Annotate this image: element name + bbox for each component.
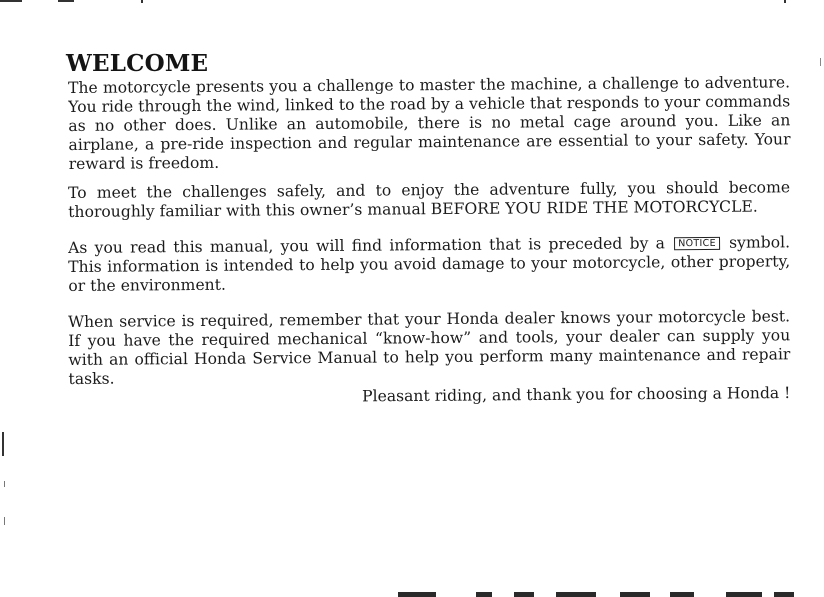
paragraph-familiarize: To meet the challenges safely, and to enjoy the adventure fully, you should become thoroughly familiar with this owner’s manual BEFORE YOU RIDE THE MOTORCYCLE. — [68, 178, 791, 221]
scan-artifact — [0, 0, 22, 2]
paragraph-text: symbol. This information is intended to help you avoid damage to your motorcycle, other property, or the environment. — [68, 233, 791, 295]
notice-symbol: NOTICE — [674, 237, 720, 250]
closing-line: Pleasant riding, and thank you for choosing a Honda ! — [361, 384, 791, 406]
scan-artifact — [514, 592, 534, 597]
paragraph-intro: The motorcycle presents you a challenge to master the machine, a challenge to adventure. You ride through the wind, linked to the road by a vehicle that responds to your commands as no other does. Unlike an automobile, there is no metal cage around you. Like an airplane, a pre-ride inspection and regular maintenance are essential to your safety. Your reward is freedom. — [68, 73, 791, 173]
paragraph-text: As you read this manual, you will find information that is preceded by a — [68, 234, 666, 257]
scan-artifact — [670, 592, 694, 597]
scan-artifact — [2, 432, 4, 456]
scan-artifact — [820, 58, 821, 66]
scan-artifact — [58, 0, 74, 2]
scan-artifact — [4, 517, 5, 525]
scan-artifact — [556, 592, 596, 597]
scan-artifact — [141, 0, 143, 3]
scan-artifact — [726, 592, 762, 597]
scan-artifact — [4, 481, 5, 487]
paragraph-notice-info — [68, 233, 790, 296]
scan-artifact — [398, 592, 436, 597]
scan-artifact — [784, 0, 786, 3]
scan-artifact — [476, 592, 492, 597]
page-title: WELCOME — [66, 50, 209, 77]
scan-artifact — [620, 592, 650, 597]
paragraph-service: When service is required, remember that your Honda dealer knows your motorcycle best. If you have the required mechanical “know-how” and tools, your dealer can supply you with an official Honda Service Manual to help you perform many maintenance and repair tasks. — [68, 307, 791, 388]
scan-artifact — [774, 592, 794, 597]
